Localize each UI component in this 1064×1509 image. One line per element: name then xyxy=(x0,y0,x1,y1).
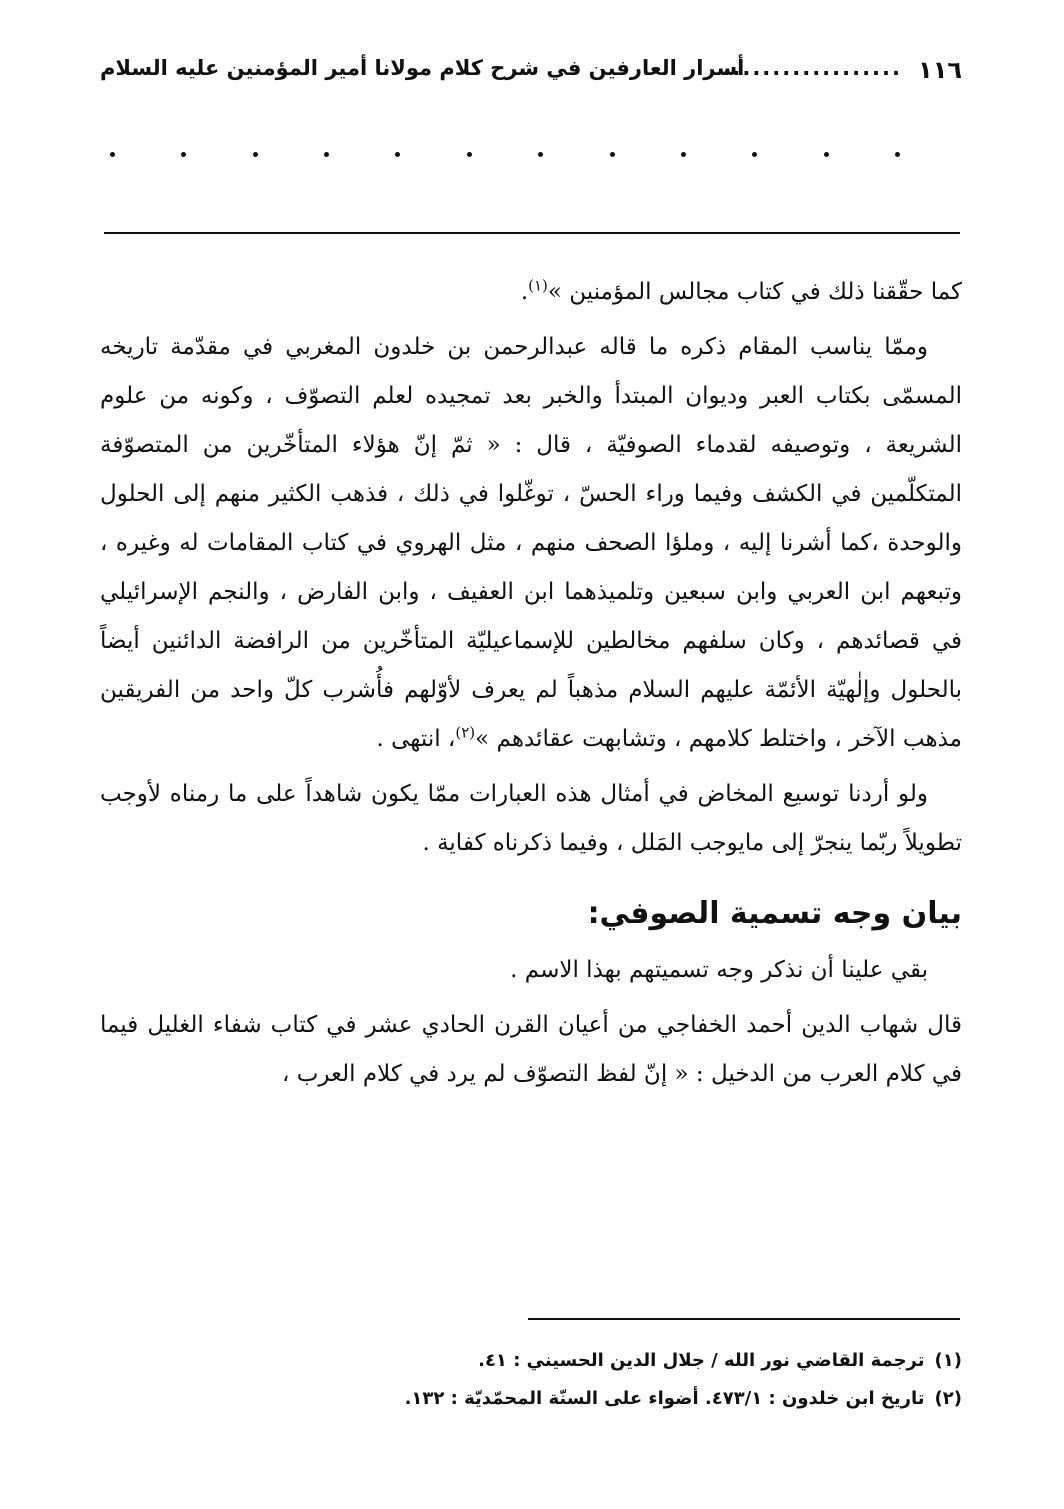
footnotes xyxy=(100,1342,962,1418)
header-leader-dots: .................. xyxy=(722,56,902,80)
separator-dots xyxy=(110,140,900,170)
paragraph-1 xyxy=(100,268,962,317)
paragraph-2-tail: ، انتهى . xyxy=(376,726,456,752)
footnote-2-text: تاريخ ابن خلدون : ٤٧٣/١. أضواء على السنّة المحمّديّة : ١٣٢. xyxy=(404,1388,925,1409)
paragraph-1-tail: . xyxy=(520,279,529,305)
footnote-2 xyxy=(100,1380,962,1418)
separator-dot xyxy=(181,152,186,157)
section-heading: بيان وجه تسمية الصوفي: xyxy=(587,896,962,931)
running-header xyxy=(100,52,962,92)
separator-dot xyxy=(752,152,757,157)
main-text xyxy=(100,268,962,1105)
paragraph-3 xyxy=(100,770,962,868)
separator-dot xyxy=(538,152,543,157)
footnote-1 xyxy=(100,1342,962,1380)
paragraph-1-text: كما حقّقنا ذلك في كتاب مجالس المؤمنين » xyxy=(547,279,962,305)
paragraph-2 xyxy=(100,323,962,764)
separator-dot xyxy=(253,152,258,157)
separator-dot xyxy=(681,152,686,157)
footnote-2-number: (٢) xyxy=(934,1388,962,1409)
separator-dot xyxy=(610,152,615,157)
separator-dot xyxy=(395,152,400,157)
footnote-1-text: ترجمة القاضي نور الله / جلال الدين الحسيني : ٤١. xyxy=(478,1350,925,1371)
footnote-rule xyxy=(528,1318,960,1320)
section-paragraph-1: بقي علينا أن نذكر وجه تسميتهم بهذا الاسم . xyxy=(510,957,928,983)
separator-dot xyxy=(324,152,329,157)
book-title: أسرار العارفين في شرح كلام مولانا أمير المؤمنين عليه السلام xyxy=(100,56,745,80)
footnote-ref-2: (٢) xyxy=(455,723,476,742)
paragraph-3-text: ولو أردنا توسيع المخاض في أمثال هذه العبارات ممّا يكون شاهداً على ما رمناه لأوجب تطويلاً ربّما ينجرّ إلى مايوجب المَلل ، وفيما ذكرناه كفاية . xyxy=(100,781,962,856)
separator-dot xyxy=(467,152,472,157)
footnote-ref-1: (١) xyxy=(528,276,548,295)
separator-dot xyxy=(895,152,900,157)
header-rule xyxy=(104,232,960,234)
section-paragraph-2: قال شهاب الدين أحمد الخفاجي من أعيان القرن الحادي عشر في كتاب شفاء الغليل فيما في كلام العرب من الدخيل : « إنّ لفظ التصوّف لم يرد في كلام العرب ، xyxy=(100,1012,962,1087)
separator-dot xyxy=(824,152,829,157)
footnote-1-number: (١) xyxy=(934,1350,962,1371)
separator-dot xyxy=(110,152,115,157)
page-number: ١١٦ xyxy=(918,56,962,84)
paragraph-2-text: وممّا يناسب المقام ذكره ما قاله عبدالرحمن بن خلدون المغربي في مقدّمة تاريخه المسمّى بكتاب العبر وديوان المبتدأ والخبر بعد تمجيده لعلم التصوّف ، وكونه من علوم الشريعة ، وتوصيفه لقدماء الصوفيّة ، قال : « ثمّ إنّ هؤلاء المتأخّرين من المتصوّفة المتكلّمين في الكشف وفيما وراء الحسّ ، توغّلوا في ذلك ، فذهب الكثير منهم إلى الحلول والوحدة ،كما أشرنا إليه ، وملؤا الصحف منهم ، مثل الهروي في كتاب المقامات له وغيره ، وتبعهم ابن العربي وابن سبعين وتلميذهما ابن العفيف ، وابن الفارض ، والنجم الإسرائيلي في قصائدهم ، وكان سلفهم مخالطين للإسماعيليّة المتأخّرين من الرافضة الدائنين أيضاً بالحلول وإلٰهيّة الأئمّة عليهم السلام مذهباً لم يعرف لأوّلهم فأُشرب كلّ واحد من الفريقين مذهب الآخر ، واختلط كلامهم ، وتشابهت عقائدهم » xyxy=(100,334,962,752)
